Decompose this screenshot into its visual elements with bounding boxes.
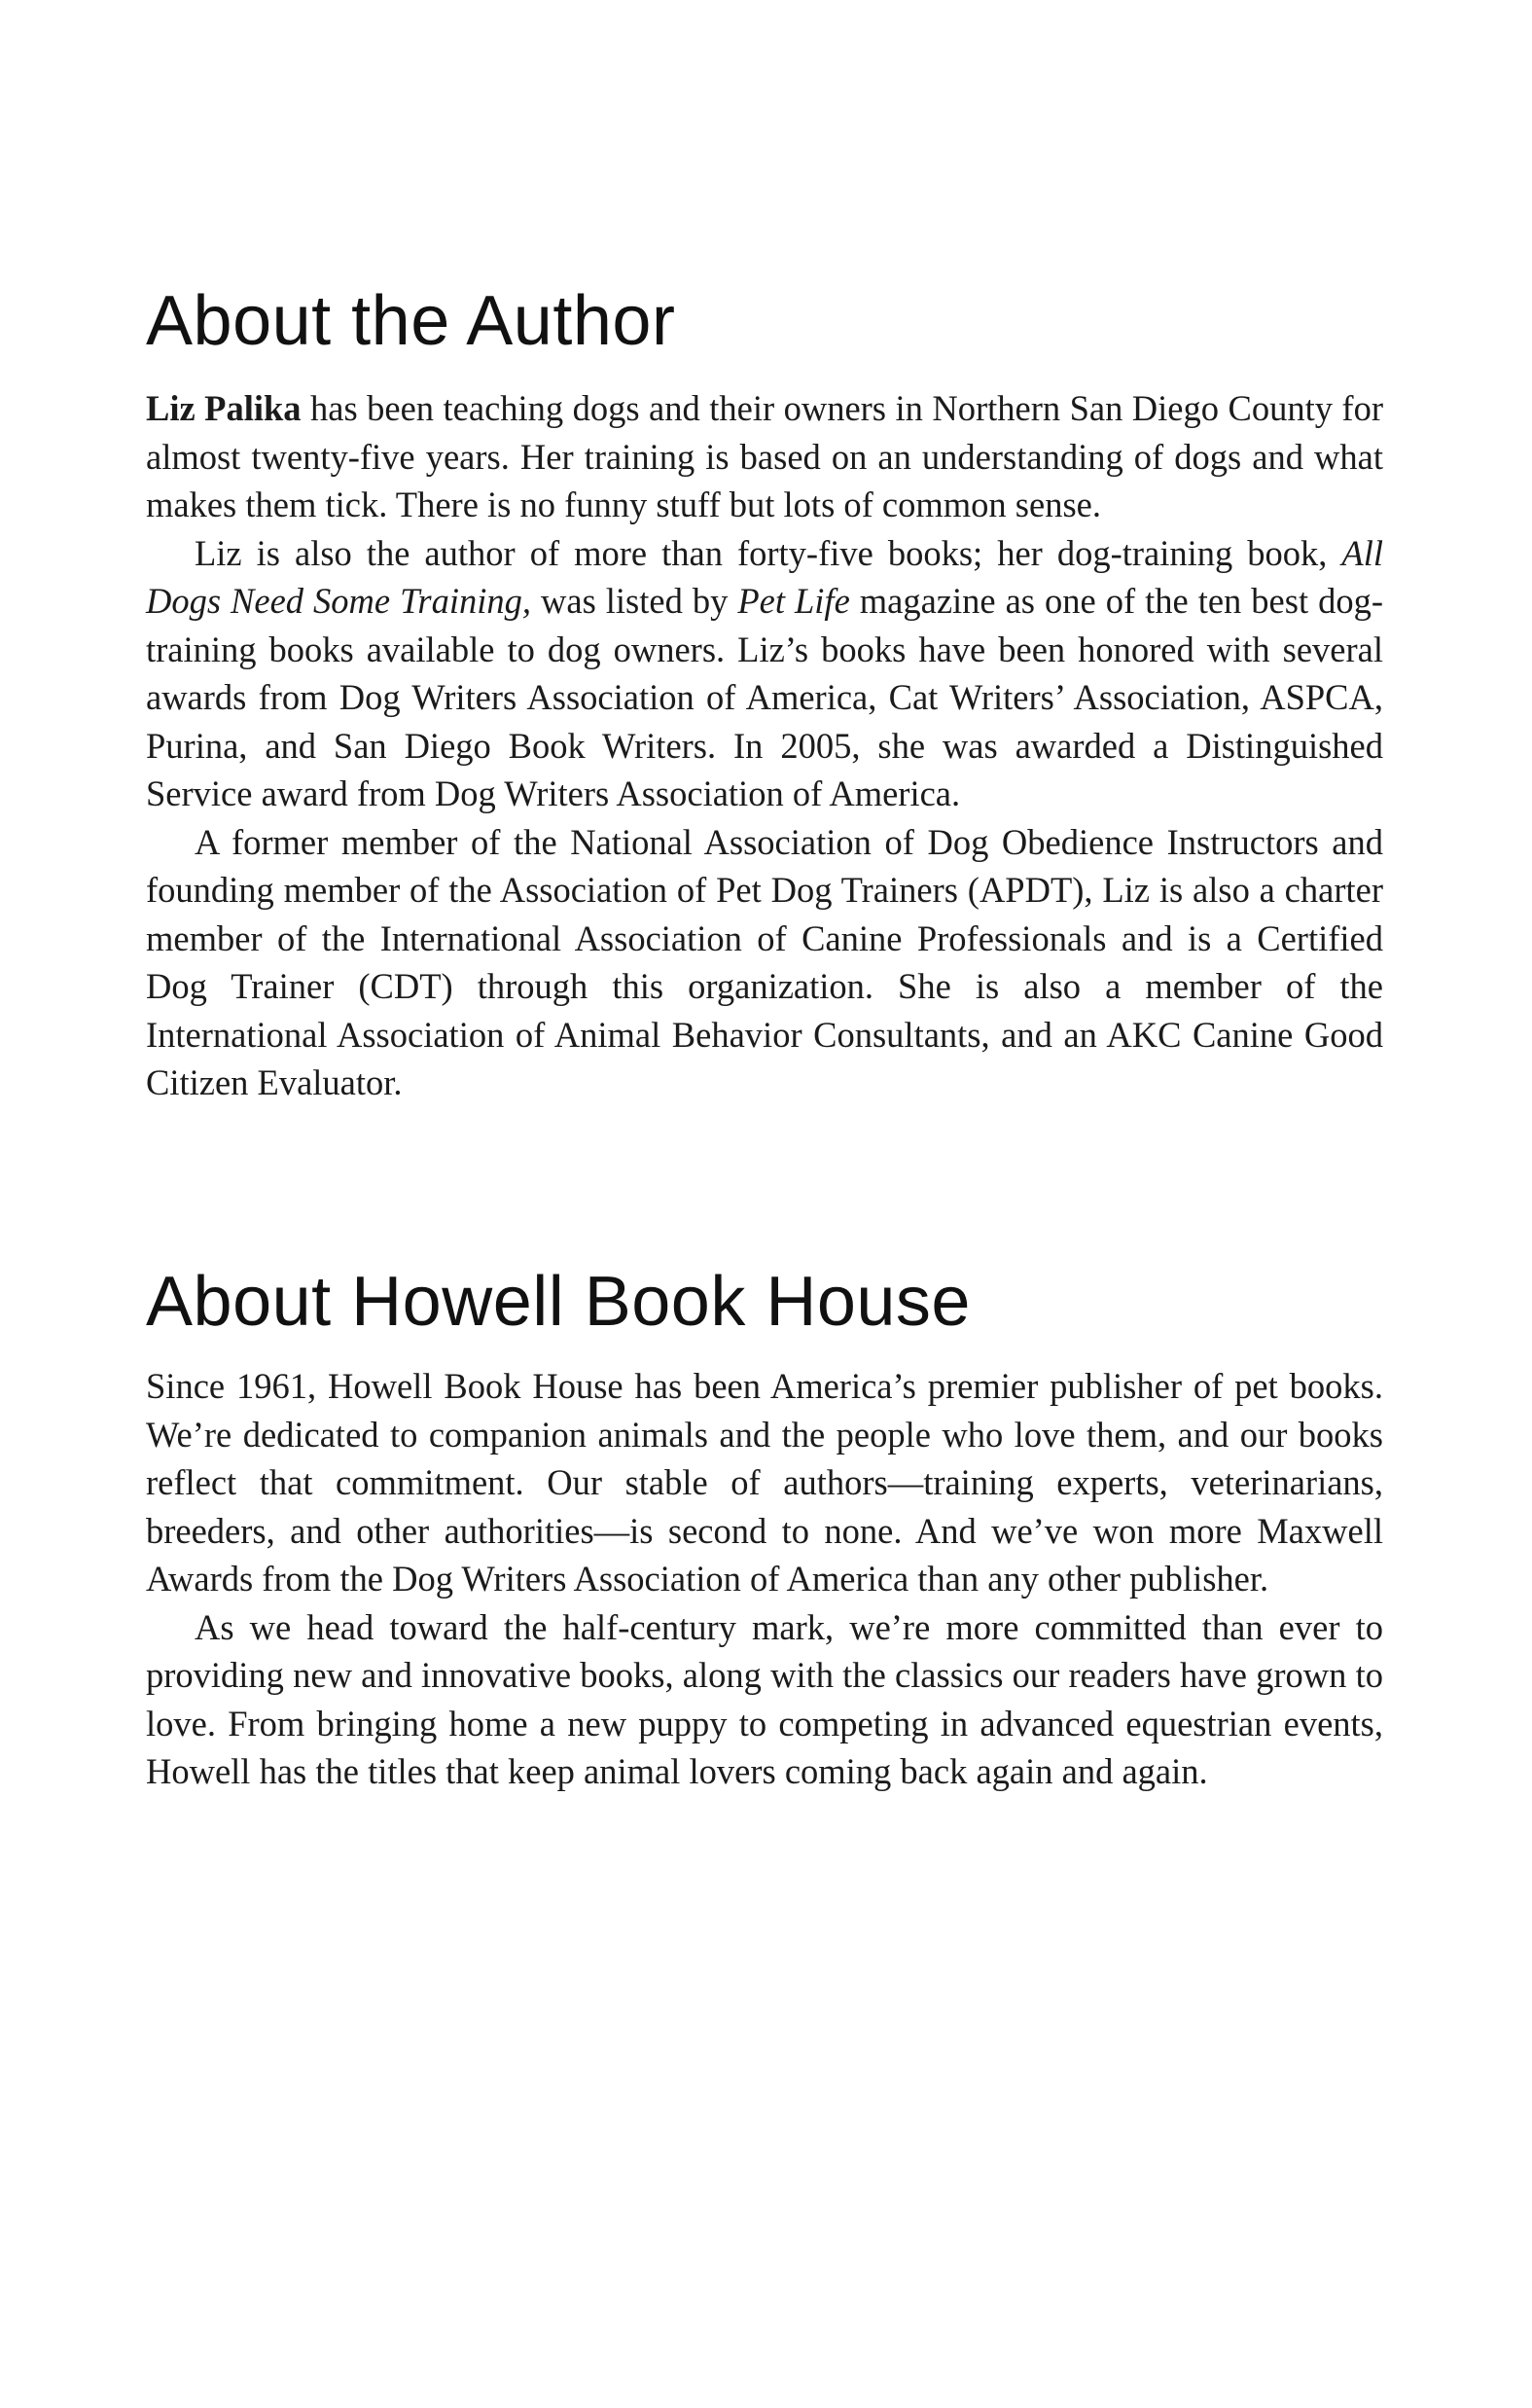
howell-paragraph-2: As we head toward the half-century mark, we’re more committed than ever to providing new and innovative books, along with the classics our readers have grown to love. From bringing home a new puppy to competing in advanced equestrian events, Howell has the titles that keep animal lovers coming back again and again. bbox=[146, 1606, 1383, 1791]
about-author-body bbox=[146, 384, 1383, 1107]
about-howell-body bbox=[146, 1362, 1383, 1796]
author-paragraph-2-text-a: Liz is also the author of more than forty-five books; her dog-training book, bbox=[195, 532, 1342, 573]
about-howell-heading: About Howell Book House bbox=[146, 1263, 971, 1341]
author-paragraph-2-text-b: was listed by bbox=[531, 581, 738, 621]
author-paragraph-2-text-c: magazine as one of the ten best dog-training books available to dog owners. Liz’s books have been honored with several awards from Dog Writers Association of America, Cat Writers’ Association, ASPCA, Purina, and San Diego Book Writers. In 2005, she was awarded a Distinguished Service award from Dog Writers Association of America. bbox=[146, 581, 1383, 813]
author-name: Liz Palika bbox=[146, 388, 302, 428]
author-paragraph-1 bbox=[146, 384, 1383, 529]
book-title: All Dogs Need Some Training, bbox=[146, 532, 1383, 621]
magazine-title: Pet Life bbox=[737, 581, 850, 621]
author-paragraph-2 bbox=[146, 529, 1383, 818]
author-paragraph-1-text: has been teaching dogs and their owners in Northern San Diego County for almost twenty-five years. Her training is based on an understanding of dogs and what makes them tick. There is no funny stuff but lots of common sense. bbox=[146, 388, 1383, 524]
about-author-heading: About the Author bbox=[146, 282, 676, 360]
author-paragraph-3: A former member of the National Association of Dog Obedience Instructors and founding member of the Association of Pet Dog Trainers (APDT), Liz is also a charter member of the International Association of Canine Professionals and is a Certified Dog Trainer (CDT) through this organization. She is also a member of the International Association of Animal Behavior Consultants, and an AKC Canine Good Citizen Evaluator. bbox=[146, 821, 1383, 1102]
howell-paragraph-1: Since 1961, Howell Book House has been America’s premier publisher of pet books. We’re dedicated to companion animals and the people who love them, and our books reflect that commitment. Our stable of authors—training experts, veterinarians, breeders, and other authorities—is second to none. And we’ve won more Maxwell Awards from the Dog Writers Association of America than any other publisher. bbox=[146, 1366, 1383, 1599]
